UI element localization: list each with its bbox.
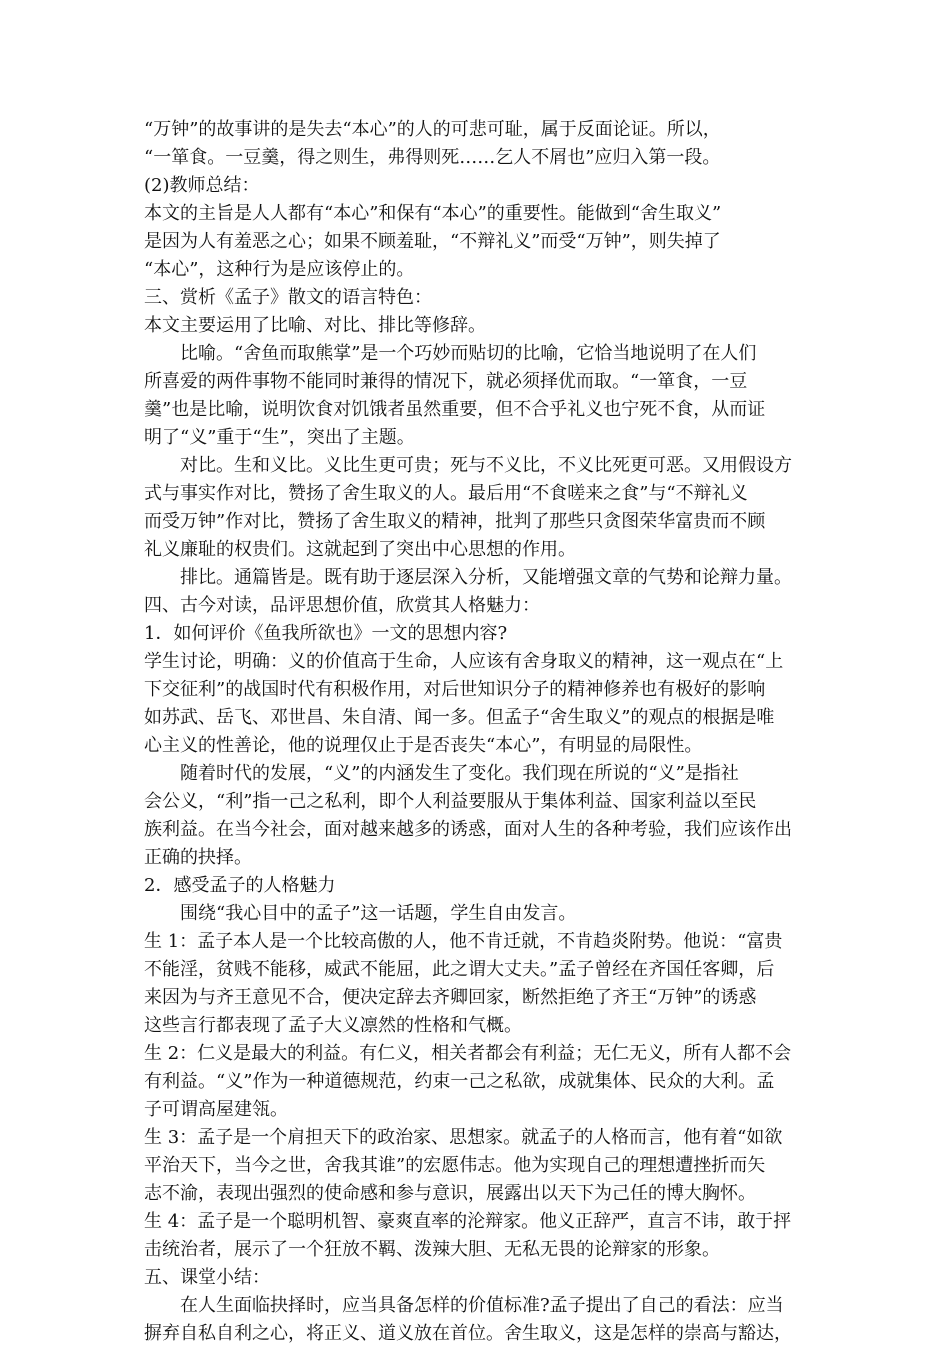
text-line: 明了“义”重于“生”，突出了主题。: [144, 427, 415, 448]
text-line: “万钟”的故事讲的是失去“本心”的人的可悲可耻，属于反面论证。所以，: [144, 119, 721, 140]
text-line: 平治天下，当今之世，舍我其谁”的宏愿伟志。他为实现自己的理想遭挫折而矢: [144, 1155, 766, 1176]
text-line: 这些言行都表现了孟子大义凛然的性格和气概。: [144, 1015, 522, 1036]
text-line: 生 2：仁义是最大的利益。有仁义，相关者都会有利益；无仁无义，所有人都不会: [144, 1043, 792, 1064]
text-line: “一箪食。一豆羹，得之则生，弗得则死……乞人不屑也”应归入第一段。: [144, 147, 721, 168]
text-line: 子可谓高屋建瓴。: [144, 1099, 288, 1120]
text-line: 是因为人有羞恶之心；如果不顾羞耻，“不辩礼义”而受“万钟”，则失掉了: [144, 231, 721, 252]
text-line: 五、课堂小结：: [144, 1267, 270, 1288]
text-line: 来因为与齐王意见不合，便决定辞去齐卿回家，断然拒绝了齐王“万钟”的诱惑: [144, 987, 757, 1008]
text-line: 排比。通篇皆是。既有助于逐层深入分析，又能增强文章的气势和论辩力量。: [144, 567, 792, 588]
text-line: 心主义的性善论，他的说理仅止于是否丧失“本心”，有明显的局限性。: [144, 735, 703, 756]
text-line: 如苏武、岳飞、邓世昌、朱自清、闻一多。但孟子“舍生取义”的观点的根据是唯: [144, 707, 775, 728]
text-line: 正确的抉择。: [144, 847, 252, 868]
text-line: 式与事实作对比，赞扬了舍生取义的人。最后用“不食嗟来之食”与“不辩礼义: [144, 483, 748, 504]
text-line: 会公义，“利”指一己之私利，即个人利益要服从于集体利益、国家利益以至民: [144, 791, 757, 812]
text-line: 生 1：孟子本人是一个比较高傲的人，他不肯迁就，不肯趋炎附势。他说：“富贵: [144, 931, 783, 952]
text-line: 生 3：孟子是一个肩担天下的政治家、思想家。就孟子的人格而言，他有着“如欲: [144, 1127, 783, 1148]
text-line: 三、赏析《孟子》散文的语言特色：: [144, 287, 432, 308]
text-line: 摒弃自私自利之心，将正义、道义放在首位。舍生取义，这是怎样的崇高与豁达，: [144, 1323, 792, 1344]
document-body: [144, 116, 814, 1348]
text-line: 而受万钟”作对比，赞扬了舍生取义的精神，批判了那些只贪图荣华富贵而不顾: [144, 511, 766, 532]
text-line: 随着时代的发展，“义”的内涵发生了变化。我们现在所说的“义”是指社: [144, 763, 739, 784]
text-line: 羹”也是比喻，说明饮食对饥饿者虽然重要，但不合乎礼义也宁死不食，从而证: [144, 399, 766, 420]
text-line: 击统治者，展示了一个狂放不羁、泼辣大胆、无私无畏的论辩家的形象。: [144, 1239, 720, 1260]
text-line: 围绕“我心目中的孟子”这一话题，学生自由发言。: [144, 903, 577, 924]
text-line: 志不渝，表现出强烈的使命感和参与意识，展露出以天下为己任的博大胸怀。: [144, 1183, 756, 1204]
text-line: 本文主要运用了比喻、对比、排比等修辞。: [144, 315, 486, 336]
text-line: 本文的主旨是人人都有“本心”和保有“本心”的重要性。能做到“舍生取义”: [144, 203, 722, 224]
text-line: 四、古今对读，品评思想价值，欣赏其人格魅力：: [144, 595, 540, 616]
text-line: 学生讨论，明确：义的价值高于生命，人应该有舍身取义的精神，这一观点在“上: [144, 651, 784, 672]
text-line: 对比。生和义比。义比生更可贵；死与不义比，不义比死更可恶。又用假设方: [144, 455, 792, 476]
text-line: 所喜爱的两件事物不能同时兼得的情况下，就必须择优而取。“一箪食，一豆: [144, 371, 748, 392]
text-line: 有利益。“义”作为一种道德规范，约束一己之私欲，成就集体、民众的大利。孟: [144, 1071, 775, 1092]
text-line: 族利益。在当今社会，面对越来越多的诱惑，面对人生的各种考验，我们应该作出: [144, 819, 792, 840]
text-line: 2．感受孟子的人格魅力: [144, 875, 336, 896]
text-line: 下交征利”的战国时代有积极作用，对后世知识分子的精神修养也有极好的影响: [144, 679, 766, 700]
text-line: (2)教师总结：: [144, 175, 260, 196]
text-line: 不能淫，贫贱不能移，威武不能屈，此之谓大丈夫。”孟子曾经在齐国任客卿，后: [144, 959, 775, 980]
text-line: “本心”，这种行为是应该停止的。: [144, 259, 415, 280]
text-line: 比喻。“舍鱼而取熊掌”是一个巧妙而贴切的比喻，它恰当地说明了在人们: [144, 343, 757, 364]
text-line: 在人生面临抉择时，应当具备怎样的价值标准?孟子提出了自己的看法：应当: [144, 1295, 784, 1316]
text-line: 1．如何评价《鱼我所欲也》一文的思想内容?: [144, 623, 508, 644]
text-line: 生 4：孟子是一个聪明机智、豪爽直率的沦辩家。他义正辞严，直言不讳，敢于抨: [144, 1211, 792, 1232]
text-line: 礼义廉耻的权贵们。这就起到了突出中心思想的作用。: [144, 539, 576, 560]
